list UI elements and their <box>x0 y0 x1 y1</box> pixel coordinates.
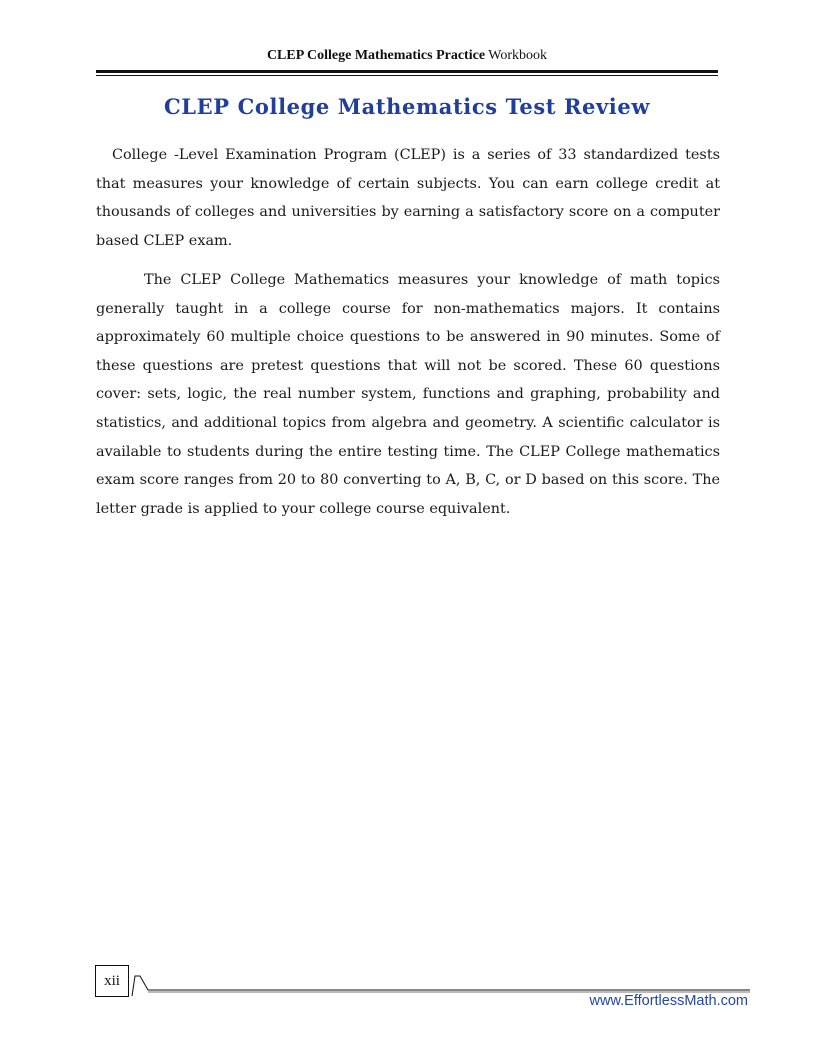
paragraph-intro: College -Level Examination Program (CLEP) is a series of 33 standardized tests that measures your knowledge of certain subjects. You can earn college credit at thousands of colleges and universities by earning a satisfactory score on a computer based CLEP exam. <box>96 147 720 249</box>
paragraph-details: The CLEP College Mathematics measures your knowledge of math topics generally taught in a college course for non-mathematics majors. It contains approximately 60 multiple choice questions to be answered in 90 minutes. Some of these questions are pretest questions that will not be scored. These 60 questions cover: sets, logic, the real number system, functions and graphing, probability and statistics, and additional topics from algebra and geometry. A scientific calculator is available to students during the entire testing time. The CLEP College mathematics exam score ranges from 20 to 80 converting to A, B, C, or D based on this score. The letter grade is applied to your college course equivalent. <box>96 272 720 517</box>
running-header-regular: Workbook <box>488 48 548 63</box>
website-link[interactable]: www.EffortlessMath.com <box>589 993 748 1009</box>
page-number-box <box>95 965 129 997</box>
running-header <box>96 47 718 65</box>
running-header-bold: CLEP College Mathematics Practice <box>266 48 486 63</box>
page-number: xii <box>104 972 120 989</box>
page-title: CLEP College Mathematics Test Review <box>163 94 651 119</box>
header-rule-thin <box>96 75 718 76</box>
header-rule-thick <box>96 70 718 73</box>
